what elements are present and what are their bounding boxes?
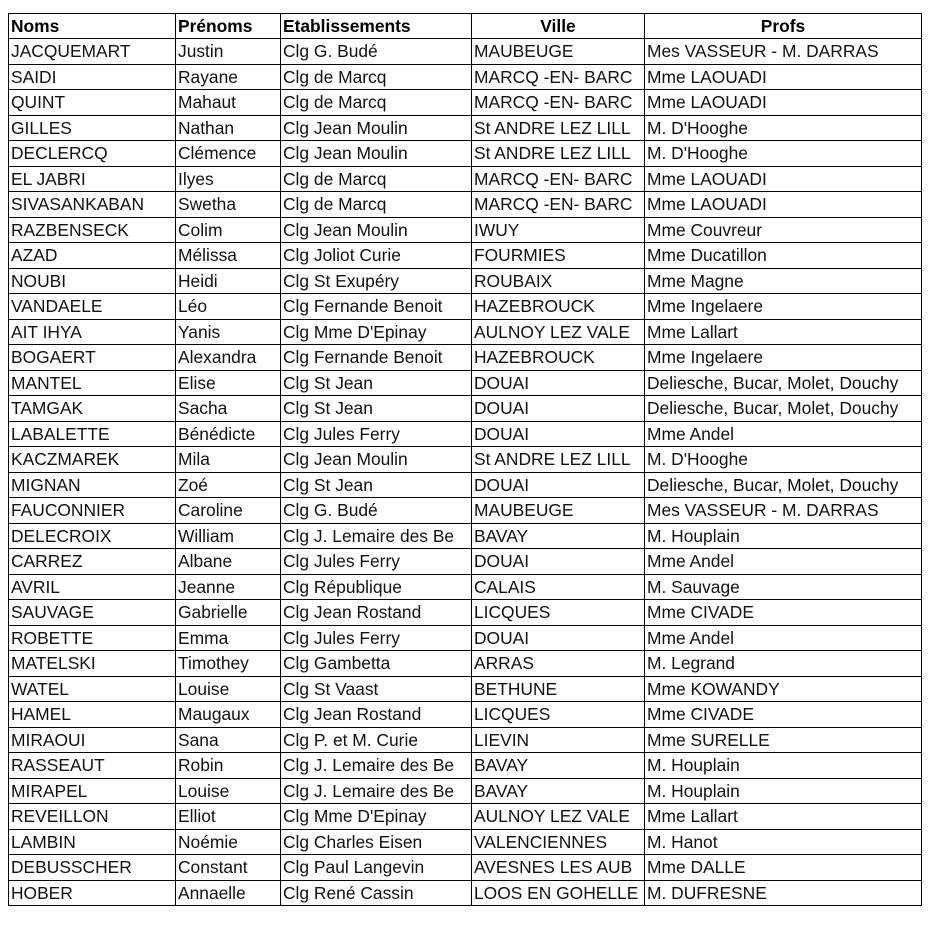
cell-ville[interactable]: LOOS EN GOHELLE <box>472 880 645 906</box>
table-row <box>9 574 922 600</box>
cell-prenom[interactable]: Constant <box>176 855 281 881</box>
cell-ville[interactable]: CALAIS <box>472 574 645 600</box>
cell-etablissement[interactable]: Clg République <box>281 574 472 600</box>
cell-etablissement[interactable]: Clg St Jean <box>281 472 472 498</box>
cell-nom[interactable]: REVEILLON <box>9 804 176 830</box>
cell-profs[interactable]: M. Sauvage <box>645 574 922 600</box>
cell-ville[interactable]: ROUBAIX <box>472 268 645 294</box>
cell-nom[interactable]: AZAD <box>9 243 176 269</box>
cell-nom[interactable]: DEBUSSCHER <box>9 855 176 881</box>
cell-profs[interactable]: Mme LAOUADI <box>645 192 922 218</box>
cell-nom[interactable]: EL JABRI <box>9 166 176 192</box>
cell-etablissement[interactable]: Clg Jean Moulin <box>281 141 472 167</box>
table-row <box>9 829 922 855</box>
cell-etablissement[interactable]: Clg Jean Moulin <box>281 447 472 473</box>
cell-prenom[interactable]: Sacha <box>176 396 281 422</box>
table-row <box>9 166 922 192</box>
table-row <box>9 778 922 804</box>
cell-profs[interactable]: Mme Lallart <box>645 804 922 830</box>
cell-etablissement[interactable]: Clg Jules Ferry <box>281 421 472 447</box>
cell-ville[interactable]: VALENCIENNES <box>472 829 645 855</box>
table-row <box>9 804 922 830</box>
cell-profs[interactable]: M. Houplain <box>645 523 922 549</box>
cell-profs[interactable]: Mme CIVADE <box>645 600 922 626</box>
spreadsheet <box>8 13 922 906</box>
cell-prenom[interactable]: Jeanne <box>176 574 281 600</box>
cell-etablissement[interactable]: Clg Fernande Benoit <box>281 345 472 371</box>
cell-profs[interactable]: M. D'Hooghe <box>645 115 922 141</box>
cell-prenom[interactable]: Caroline <box>176 498 281 524</box>
cell-nom[interactable]: ROBETTE <box>9 625 176 651</box>
cell-profs[interactable]: Mme Ducatillon <box>645 243 922 269</box>
cell-prenom[interactable]: Alexandra <box>176 345 281 371</box>
table-row <box>9 115 922 141</box>
cell-nom[interactable]: GILLES <box>9 115 176 141</box>
cell-ville[interactable]: BAVAY <box>472 778 645 804</box>
cell-prenom[interactable]: Mahaut <box>176 90 281 116</box>
cell-nom[interactable]: SAUVAGE <box>9 600 176 626</box>
table-row <box>9 651 922 677</box>
cell-prenom[interactable]: Louise <box>176 778 281 804</box>
cell-prenom[interactable]: Nathan <box>176 115 281 141</box>
cell-prenom[interactable]: Maugaux <box>176 702 281 728</box>
cell-nom[interactable]: RAZBENSECK <box>9 217 176 243</box>
cell-ville[interactable]: BAVAY <box>472 523 645 549</box>
cell-prenom[interactable]: Justin <box>176 39 281 65</box>
cell-prenom[interactable]: Bénédicte <box>176 421 281 447</box>
cell-profs[interactable]: Mme DALLE <box>645 855 922 881</box>
cell-nom[interactable]: FAUCONNIER <box>9 498 176 524</box>
table-row <box>9 39 922 65</box>
cell-nom[interactable]: NOUBI <box>9 268 176 294</box>
cell-profs[interactable]: M. Legrand <box>645 651 922 677</box>
cell-etablissement[interactable]: Clg J. Lemaire des Be <box>281 778 472 804</box>
cell-etablissement[interactable]: Clg Jean Rostand <box>281 600 472 626</box>
cell-nom[interactable]: HOBER <box>9 880 176 906</box>
cell-ville[interactable]: AULNOY LEZ VALE <box>472 319 645 345</box>
table-row <box>9 217 922 243</box>
cell-etablissement[interactable]: Clg G. Budé <box>281 498 472 524</box>
cell-prenom[interactable]: Gabrielle <box>176 600 281 626</box>
cell-ville[interactable]: BAVAY <box>472 753 645 779</box>
cell-ville[interactable]: MARCQ -EN- BARC <box>472 192 645 218</box>
cell-etablissement[interactable]: Clg St Vaast <box>281 676 472 702</box>
cell-prenom[interactable]: Yanis <box>176 319 281 345</box>
cell-etablissement[interactable]: Clg de Marcq <box>281 192 472 218</box>
cell-nom[interactable]: TAMGAK <box>9 396 176 422</box>
students-table <box>8 13 922 906</box>
cell-ville[interactable]: St ANDRE LEZ LILL <box>472 447 645 473</box>
cell-prenom[interactable]: Louise <box>176 676 281 702</box>
cell-profs[interactable]: Mme LAOUADI <box>645 166 922 192</box>
cell-prenom[interactable]: Sana <box>176 727 281 753</box>
cell-profs[interactable]: Mme SURELLE <box>645 727 922 753</box>
cell-prenom[interactable]: Elise <box>176 370 281 396</box>
cell-nom[interactable]: SAIDI <box>9 64 176 90</box>
table-row <box>9 498 922 524</box>
table-row <box>9 625 922 651</box>
table-row <box>9 549 922 575</box>
cell-prenom[interactable]: Léo <box>176 294 281 320</box>
cell-etablissement[interactable]: Clg de Marcq <box>281 166 472 192</box>
cell-etablissement[interactable]: Clg Fernande Benoit <box>281 294 472 320</box>
cell-nom[interactable]: JACQUEMART <box>9 39 176 65</box>
cell-prenom[interactable]: Colim <box>176 217 281 243</box>
cell-ville[interactable]: MAUBEUGE <box>472 498 645 524</box>
cell-profs[interactable]: Deliesche, Bucar, Molet, Douchy <box>645 472 922 498</box>
cell-etablissement[interactable]: Clg Joliot Curie <box>281 243 472 269</box>
cell-prenom[interactable]: Emma <box>176 625 281 651</box>
cell-etablissement[interactable]: Clg J. Lemaire des Be <box>281 753 472 779</box>
cell-profs[interactable]: Mme CIVADE <box>645 702 922 728</box>
table-row <box>9 192 922 218</box>
cell-nom[interactable]: WATEL <box>9 676 176 702</box>
cell-etablissement[interactable]: Clg Jules Ferry <box>281 549 472 575</box>
cell-profs[interactable]: M. D'Hooghe <box>645 447 922 473</box>
cell-nom[interactable]: KACZMAREK <box>9 447 176 473</box>
cell-prenom[interactable]: Timothey <box>176 651 281 677</box>
cell-profs[interactable]: Mme Andel <box>645 549 922 575</box>
cell-etablissement[interactable]: Clg Paul Langevin <box>281 855 472 881</box>
cell-prenom[interactable]: Noémie <box>176 829 281 855</box>
cell-profs[interactable]: Mme Andel <box>645 625 922 651</box>
cell-nom[interactable]: MIGNAN <box>9 472 176 498</box>
cell-prenom[interactable]: Heidi <box>176 268 281 294</box>
cell-ville[interactable]: HAZEBROUCK <box>472 294 645 320</box>
cell-etablissement[interactable]: Clg Jean Rostand <box>281 702 472 728</box>
cell-profs[interactable]: Deliesche, Bucar, Molet, Douchy <box>645 396 922 422</box>
cell-profs[interactable]: Mes VASSEUR - M. DARRAS <box>645 498 922 524</box>
header-etablissements[interactable]: Etablissements <box>281 14 472 39</box>
cell-ville[interactable]: MARCQ -EN- BARC <box>472 64 645 90</box>
cell-prenom[interactable]: Mélissa <box>176 243 281 269</box>
cell-ville[interactable]: FOURMIES <box>472 243 645 269</box>
table-row <box>9 523 922 549</box>
cell-prenom[interactable]: Zoé <box>176 472 281 498</box>
table-row <box>9 727 922 753</box>
cell-ville[interactable]: DOUAI <box>472 421 645 447</box>
cell-ville[interactable]: AULNOY LEZ VALE <box>472 804 645 830</box>
cell-profs[interactable]: Mme Couvreur <box>645 217 922 243</box>
table-row <box>9 600 922 626</box>
table-row <box>9 294 922 320</box>
cell-nom[interactable]: HAMEL <box>9 702 176 728</box>
cell-ville[interactable]: HAZEBROUCK <box>472 345 645 371</box>
header-profs[interactable]: Profs <box>645 14 922 39</box>
cell-nom[interactable]: CARREZ <box>9 549 176 575</box>
cell-profs[interactable]: M. DUFRESNE <box>645 880 922 906</box>
table-row <box>9 421 922 447</box>
cell-nom[interactable]: RASSEAUT <box>9 753 176 779</box>
table-row <box>9 880 922 906</box>
cell-ville[interactable]: IWUY <box>472 217 645 243</box>
cell-ville[interactable]: MARCQ -EN- BARC <box>472 166 645 192</box>
table-row <box>9 345 922 371</box>
cell-prenom[interactable]: Clémence <box>176 141 281 167</box>
cell-etablissement[interactable]: Clg Charles Eisen <box>281 829 472 855</box>
cell-prenom[interactable]: Annaelle <box>176 880 281 906</box>
cell-profs[interactable]: M. Houplain <box>645 778 922 804</box>
cell-ville[interactable]: DOUAI <box>472 396 645 422</box>
header-row <box>9 14 922 39</box>
cell-etablissement[interactable]: Clg J. Lemaire des Be <box>281 523 472 549</box>
cell-nom[interactable]: BOGAERT <box>9 345 176 371</box>
cell-etablissement[interactable]: Clg Gambetta <box>281 651 472 677</box>
cell-nom[interactable]: DECLERCQ <box>9 141 176 167</box>
table-row <box>9 268 922 294</box>
cell-profs[interactable]: Deliesche, Bucar, Molet, Douchy <box>645 370 922 396</box>
cell-profs[interactable]: M. Houplain <box>645 753 922 779</box>
cell-profs[interactable]: M. D'Hooghe <box>645 141 922 167</box>
table-row <box>9 370 922 396</box>
cell-ville[interactable]: DOUAI <box>472 625 645 651</box>
table-row <box>9 472 922 498</box>
cell-etablissement[interactable]: Clg de Marcq <box>281 64 472 90</box>
cell-nom[interactable]: VANDAELE <box>9 294 176 320</box>
cell-etablissement[interactable]: Clg P. et M. Curie <box>281 727 472 753</box>
table-row <box>9 753 922 779</box>
cell-etablissement[interactable]: Clg de Marcq <box>281 90 472 116</box>
cell-nom[interactable]: MANTEL <box>9 370 176 396</box>
cell-prenom[interactable]: Swetha <box>176 192 281 218</box>
table-row <box>9 396 922 422</box>
cell-ville[interactable]: DOUAI <box>472 472 645 498</box>
cell-profs[interactable]: Mme Ingelaere <box>645 294 922 320</box>
table-row <box>9 855 922 881</box>
cell-ville[interactable]: MAUBEUGE <box>472 39 645 65</box>
cell-nom[interactable]: AIT IHYA <box>9 319 176 345</box>
cell-prenom[interactable]: Mila <box>176 447 281 473</box>
cell-prenom[interactable]: Rayane <box>176 64 281 90</box>
cell-profs[interactable]: Mme LAOUADI <box>645 64 922 90</box>
cell-prenom[interactable]: Elliot <box>176 804 281 830</box>
cell-prenom[interactable]: Albane <box>176 549 281 575</box>
header-noms[interactable]: Noms <box>9 14 176 39</box>
cell-nom[interactable]: DELECROIX <box>9 523 176 549</box>
cell-ville[interactable]: MARCQ -EN- BARC <box>472 90 645 116</box>
cell-ville[interactable]: BETHUNE <box>472 676 645 702</box>
cell-ville[interactable]: AVESNES LES AUB <box>472 855 645 881</box>
cell-profs[interactable]: Mme Lallart <box>645 319 922 345</box>
cell-profs[interactable]: Mme Ingelaere <box>645 345 922 371</box>
cell-ville[interactable]: ARRAS <box>472 651 645 677</box>
cell-ville[interactable]: LIEVIN <box>472 727 645 753</box>
cell-nom[interactable]: AVRIL <box>9 574 176 600</box>
cell-etablissement[interactable]: Clg Jean Moulin <box>281 115 472 141</box>
cell-ville[interactable]: LICQUES <box>472 600 645 626</box>
table-row <box>9 64 922 90</box>
table-body <box>9 39 922 906</box>
cell-etablissement[interactable]: Clg Jules Ferry <box>281 625 472 651</box>
cell-nom[interactable]: MATELSKI <box>9 651 176 677</box>
cell-nom[interactable]: MIRAOUI <box>9 727 176 753</box>
cell-profs[interactable]: Mes VASSEUR - M. DARRAS <box>645 39 922 65</box>
cell-etablissement[interactable]: Clg St Jean <box>281 396 472 422</box>
cell-nom[interactable]: LABALETTE <box>9 421 176 447</box>
header-prenoms[interactable]: Prénoms <box>176 14 281 39</box>
cell-profs[interactable]: Mme LAOUADI <box>645 90 922 116</box>
cell-ville[interactable]: St ANDRE LEZ LILL <box>472 115 645 141</box>
table-row <box>9 676 922 702</box>
cell-profs[interactable]: M. Hanot <box>645 829 922 855</box>
cell-profs[interactable]: Mme Magne <box>645 268 922 294</box>
cell-ville[interactable]: DOUAI <box>472 370 645 396</box>
table-row <box>9 243 922 269</box>
cell-etablissement[interactable]: Clg Jean Moulin <box>281 217 472 243</box>
cell-etablissement[interactable]: Clg St Exupéry <box>281 268 472 294</box>
cell-prenom[interactable]: William <box>176 523 281 549</box>
cell-etablissement[interactable]: Clg G. Budé <box>281 39 472 65</box>
cell-etablissement[interactable]: Clg Mme D'Epinay <box>281 804 472 830</box>
table-row <box>9 90 922 116</box>
table-row <box>9 702 922 728</box>
cell-etablissement[interactable]: Clg Mme D'Epinay <box>281 319 472 345</box>
header-ville[interactable]: Ville <box>472 14 645 39</box>
cell-prenom[interactable]: Robin <box>176 753 281 779</box>
cell-profs[interactable]: Mme Andel <box>645 421 922 447</box>
cell-nom[interactable]: SIVASANKABAN <box>9 192 176 218</box>
cell-etablissement[interactable]: Clg St Jean <box>281 370 472 396</box>
cell-nom[interactable]: QUINT <box>9 90 176 116</box>
cell-ville[interactable]: LICQUES <box>472 702 645 728</box>
cell-profs[interactable]: Mme KOWANDY <box>645 676 922 702</box>
cell-nom[interactable]: MIRAPEL <box>9 778 176 804</box>
table-row <box>9 447 922 473</box>
cell-etablissement[interactable]: Clg René Cassin <box>281 880 472 906</box>
cell-ville[interactable]: DOUAI <box>472 549 645 575</box>
cell-prenom[interactable]: Ilyes <box>176 166 281 192</box>
table-row <box>9 319 922 345</box>
cell-ville[interactable]: St ANDRE LEZ LILL <box>472 141 645 167</box>
cell-nom[interactable]: LAMBIN <box>9 829 176 855</box>
table-row <box>9 141 922 167</box>
